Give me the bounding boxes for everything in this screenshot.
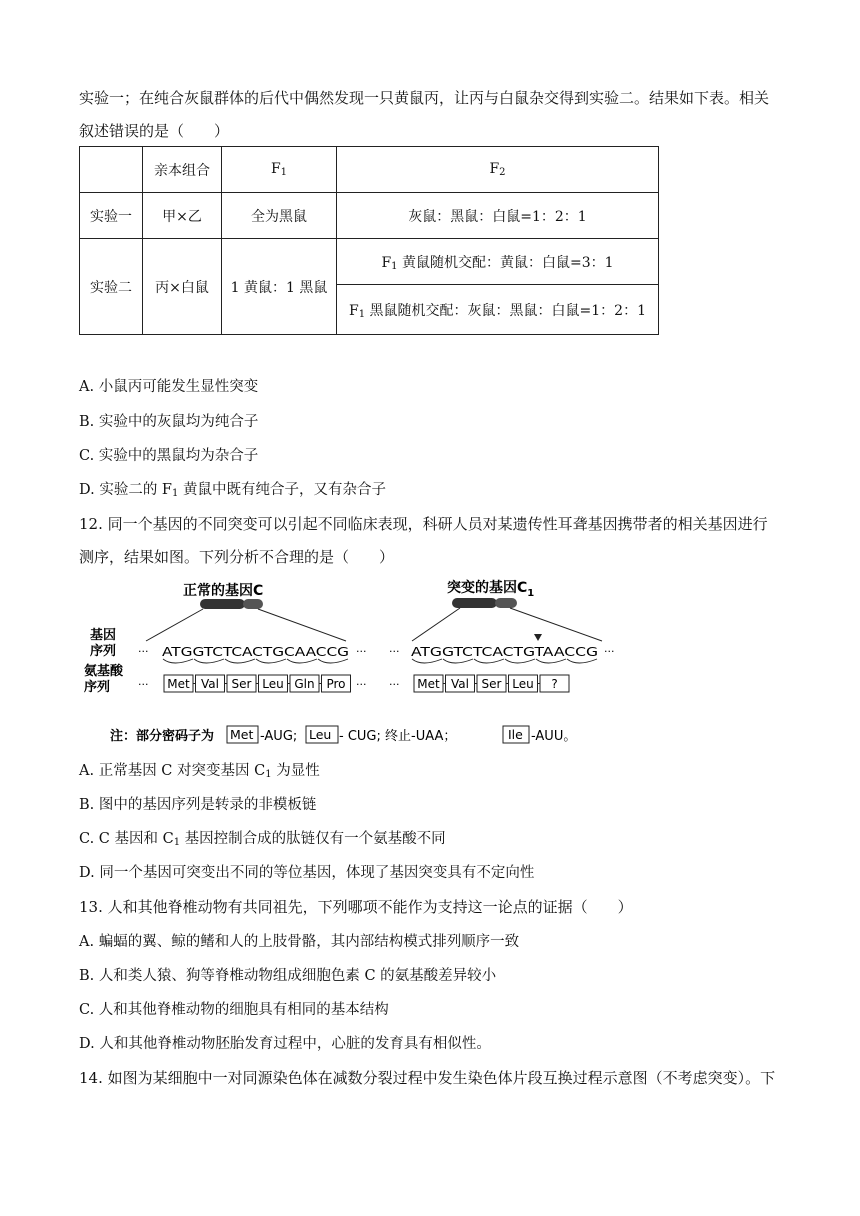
row1-parents: 甲×乙 (143, 193, 222, 239)
dots-right-1: ··· (356, 645, 367, 658)
row2-f2-black: $F_1$ 黑鼠随机交配：灰鼠：黑鼠：白鼠=1：2：1 (337, 285, 659, 335)
normal-aa-label: Met (167, 677, 190, 691)
normal-gene-title: 正常的基因C (183, 583, 264, 599)
mutant-aa-sequence (414, 675, 569, 692)
row2-parents: 丙×白鼠 (143, 239, 222, 335)
codon-arcs (163, 659, 597, 663)
mutation-marker-icon (534, 634, 542, 641)
q11-option-a: A. 小鼠丙可能发生显性突变 (79, 379, 259, 395)
header-f1: $F_1$ (222, 147, 337, 193)
normal-aa-label: Ser (231, 677, 252, 691)
table-header-row (80, 147, 659, 193)
dots-aa-left-2: ··· (389, 678, 400, 691)
gene-mutation-figure (80, 575, 640, 750)
mutant-aa-label: Val (451, 677, 469, 691)
q11-option-c: C. 实验中的黑鼠均为杂合子 (79, 448, 259, 464)
header-parents: 亲本组合 (143, 147, 222, 193)
gene-row-label-1: 基因 (90, 628, 117, 643)
row2-name: 实验二 (80, 239, 143, 335)
header-cell-empty (80, 147, 143, 193)
normal-aa-label: Leu (262, 677, 284, 691)
q14-stem: 14. 如图为某细胞中一对同源染色体在减数分裂过程中发生染色体片段互换过程示意图（不考虑突变）。下 (79, 1069, 776, 1087)
mutant-gene-sequence: ATGGTCTCACTGTAACCG (411, 644, 598, 659)
mutant-aa-label: Ser (481, 677, 502, 691)
normal-gene-sequence: ATGGTCTCACTGCAACCG (162, 644, 349, 659)
aa-row-label-2: 序列 (84, 680, 111, 695)
mutant-chromosome-icon (452, 598, 517, 608)
intro-line-2: 叙述错误的是（ ） (79, 122, 230, 140)
q13-option-b: B. 人和类人猿、狗等脊椎动物组成细胞色素 C 的氨基酸差异较小 (79, 968, 497, 984)
normal-aa-sequence (164, 675, 351, 692)
q12-option-d: D. 同一个基因可突变出不同的等位基因，体现了基因突变具有不定向性 (79, 865, 535, 881)
mutant-gene-title: 突变的基因$C_1$ (447, 580, 535, 599)
aa-row-label-1: 氨基酸 (84, 664, 124, 679)
note-ile-box: Ile (508, 727, 523, 742)
normal-aa-label: Gln (294, 677, 315, 691)
row2-f1: 1 黄鼠：1 黑鼠 (222, 239, 337, 335)
q12-stem-line-1: 12. 同一个基因的不同突变可以引起不同临床表现，科研人员对某遗传性耳聋基因携带者的相关基因进行 (79, 515, 768, 533)
mutant-aa-label: Met (417, 677, 440, 691)
results-table (79, 146, 659, 335)
q12-stem-line-2: 测序，结果如图。下列分析不合理的是（ ） (79, 548, 395, 566)
codon-note-prefix: 注：部分密码子为 (110, 729, 215, 744)
row2-f2-yellow: $F_1$ 黄鼠随机交配：黄鼠：白鼠=3：1 (337, 239, 659, 285)
gene-row-label-2: 序列 (90, 644, 117, 659)
dots-aa-right-1: ··· (356, 678, 367, 691)
dots-aa-left-1: ··· (138, 678, 149, 691)
header-f2: $F_2$ (337, 147, 659, 193)
note-met-box: Met (230, 727, 254, 742)
normal-aa-label: Pro (326, 677, 346, 691)
mutant-aa-label: Leu (512, 677, 534, 691)
table-row (80, 193, 659, 239)
intro-line-1: 实验一；在纯合灰鼠群体的后代中偶然发现一只黄鼠丙，让丙与白鼠杂交得到实验二。结果如下表。相关 (79, 89, 770, 107)
normal-aa-label: Val (201, 677, 219, 691)
mutant-aa-label: ? (551, 677, 558, 691)
row1-name: 实验一 (80, 193, 143, 239)
note-leu-codon: - CUG; 终止-UAA； (339, 729, 457, 744)
table-row (80, 239, 659, 285)
q12-option-c: C. C 基因和 $C_1$ 基因控制合成的肽链仅有一个氨基酸不同 (79, 831, 446, 848)
note-ile-codon: -AUU。 (531, 729, 577, 744)
note-leu-box: Leu (309, 727, 332, 742)
q12-option-b: B. 图中的基因序列是转录的非模板链 (79, 797, 317, 813)
q13-option-c: C. 人和其他脊椎动物的细胞具有相同的基本结构 (79, 1002, 389, 1018)
row1-f2: 灰鼠：黑鼠：白鼠=1：2：1 (337, 193, 659, 239)
normal-chromosome-icon (200, 599, 263, 609)
row1-f1: 全为黑鼠 (222, 193, 337, 239)
dots-left-2: ··· (389, 645, 400, 658)
q13-stem: 13. 人和其他脊椎动物有共同祖先，下列哪项不能作为支持这一论点的证据（ ） (79, 898, 633, 916)
q11-option-d: D. 实验二的 $F_1$ 黄鼠中既有纯合子，又有杂合子 (79, 482, 386, 499)
q12-option-a: A. 正常基因 C 对突变基因 $C_1$ 为显性 (79, 763, 320, 780)
q11-option-b: B. 实验中的灰鼠均为纯合子 (79, 414, 259, 430)
dots-right-2: ··· (604, 645, 615, 658)
q13-option-a: A. 蝙蝠的翼、鲸的鳍和人的上肢骨骼，其内部结构模式排列顺序一致 (79, 934, 520, 950)
note-met-codon: -AUG; (260, 729, 298, 744)
q13-option-d: D. 人和其他脊椎动物胚胎发育过程中，心脏的发育具有相似性。 (79, 1036, 491, 1052)
dots-left-1: ··· (138, 645, 149, 658)
